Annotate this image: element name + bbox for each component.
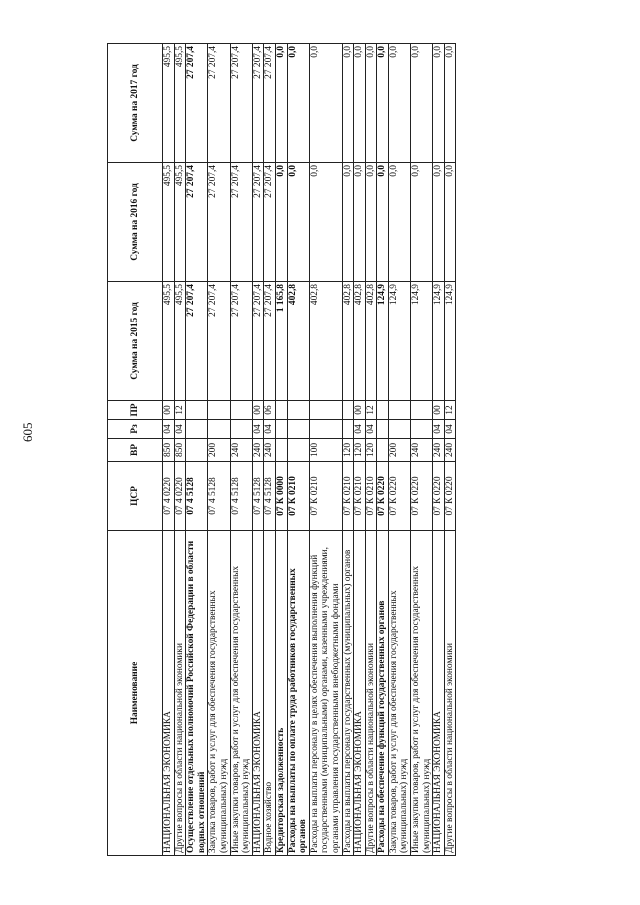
table-row <box>354 44 366 856</box>
cell-name: НАЦИОНАЛЬНАЯ ЭКОНОМИКА <box>252 531 264 856</box>
cell-sum-2016: 495,5 <box>163 163 175 282</box>
cell-pr <box>411 401 433 420</box>
cell-vr: 240 <box>433 439 445 462</box>
cell-sum-2017: 495,5 <box>163 44 175 163</box>
cell-sum-2016: 0,0 <box>287 163 309 282</box>
cell-name: НАЦИОНАЛЬНАЯ ЭКОНОМИКА <box>354 531 366 856</box>
cell-name: НАЦИОНАЛЬНАЯ ЭКОНОМИКА <box>433 531 445 856</box>
cell-sum-2015: 124,9 <box>433 282 445 401</box>
cell-sum-2016: 27 207,4 <box>264 163 276 282</box>
cell-sum-2015: 124,9 <box>388 282 410 401</box>
cell-sum-2016: 0,0 <box>275 163 287 282</box>
cell-sum-2016: 27 207,4 <box>230 163 252 282</box>
header-sum-2016: Сумма на 2016 год <box>108 163 163 282</box>
table-row <box>275 44 287 856</box>
cell-pr <box>275 401 287 420</box>
cell-vr <box>275 439 287 462</box>
cell-sum-2015: 402,8 <box>342 282 354 401</box>
cell-vr: 200 <box>388 439 410 462</box>
cell-csr: 07 4 0220 <box>174 462 186 531</box>
cell-name: Иные закупки товаров, работ и услуг для обеспечения государственных (муниципальных) нужд <box>411 531 433 856</box>
cell-csr: 07 К 0220 <box>444 462 456 531</box>
cell-rz: 04 <box>252 420 264 439</box>
table-row <box>186 44 208 856</box>
cell-sum-2015: 402,8 <box>287 282 309 401</box>
cell-name: НАЦИОНАЛЬНАЯ ЭКОНОМИКА <box>163 531 175 856</box>
cell-vr: 120 <box>365 439 377 462</box>
cell-name: Другие вопросы в области национальной экономики <box>365 531 377 856</box>
cell-csr: 07 К 0210 <box>365 462 377 531</box>
cell-sum-2017: 0,0 <box>342 44 354 163</box>
cell-sum-2016: 0,0 <box>342 163 354 282</box>
cell-sum-2017: 27 207,4 <box>208 44 230 163</box>
table-row <box>252 44 264 856</box>
cell-sum-2017: 27 207,4 <box>186 44 208 163</box>
header-sum-2017: Сумма на 2017 год <box>108 44 163 163</box>
cell-rz: 04 <box>444 420 456 439</box>
cell-csr: 07 К 0000 <box>275 462 287 531</box>
cell-vr: 240 <box>230 439 252 462</box>
cell-rz: 04 <box>365 420 377 439</box>
cell-rz <box>342 420 354 439</box>
table-row <box>287 44 309 856</box>
cell-vr: 120 <box>354 439 366 462</box>
cell-pr <box>287 401 309 420</box>
cell-rz <box>186 420 208 439</box>
cell-csr: 07 К 0220 <box>388 462 410 531</box>
table-row <box>208 44 230 856</box>
budget-table <box>107 43 456 856</box>
cell-vr: 850 <box>163 439 175 462</box>
cell-rz <box>388 420 410 439</box>
cell-vr: 240 <box>411 439 433 462</box>
cell-sum-2016: 0,0 <box>444 163 456 282</box>
cell-csr: 07 4 5128 <box>252 462 264 531</box>
header-vr: ВР <box>108 439 163 462</box>
cell-rz: 04 <box>163 420 175 439</box>
cell-vr: 100 <box>309 439 342 462</box>
cell-name: Другие вопросы в области национальной экономики <box>444 531 456 856</box>
cell-pr: 12 <box>365 401 377 420</box>
cell-sum-2016: 0,0 <box>377 163 389 282</box>
cell-rz: 04 <box>433 420 445 439</box>
cell-name: Расходы на обеспечение функций государственных органов <box>377 531 389 856</box>
cell-name: Расходы на выплаты персоналу в целях обеспечения выполнения функций государственными (муниципальными) органами, казенными учреждениями, органами управления государственными внебюджетными фондами <box>309 531 342 856</box>
cell-sum-2016: 27 207,4 <box>208 163 230 282</box>
cell-csr: 07 К 0220 <box>411 462 433 531</box>
cell-name: Осуществление отдельных полномочий Российской Федерации в области водных отношений <box>186 531 208 856</box>
cell-rz <box>275 420 287 439</box>
cell-pr <box>230 401 252 420</box>
cell-sum-2017: 0,0 <box>275 44 287 163</box>
cell-rz <box>309 420 342 439</box>
cell-sum-2017: 27 207,4 <box>230 44 252 163</box>
cell-sum-2015: 124,9 <box>377 282 389 401</box>
cell-sum-2016: 0,0 <box>365 163 377 282</box>
header-name: Наименование <box>108 531 163 856</box>
page-number: 605 <box>20 422 35 442</box>
table-row <box>388 44 410 856</box>
table-header-row <box>108 44 163 856</box>
cell-pr: 00 <box>354 401 366 420</box>
table-row <box>411 44 433 856</box>
cell-sum-2016: 495,5 <box>174 163 186 282</box>
cell-sum-2015: 1 165,8 <box>275 282 287 401</box>
cell-sum-2016: 27 207,4 <box>252 163 264 282</box>
cell-sum-2015: 124,9 <box>444 282 456 401</box>
cell-sum-2017: 27 207,4 <box>264 44 276 163</box>
cell-sum-2017: 0,0 <box>411 44 433 163</box>
cell-pr: 00 <box>433 401 445 420</box>
cell-rz <box>377 420 389 439</box>
cell-sum-2015: 27 207,4 <box>186 282 208 401</box>
cell-sum-2015: 402,8 <box>354 282 366 401</box>
cell-rz: 04 <box>264 420 276 439</box>
cell-csr: 07 К 0210 <box>287 462 309 531</box>
cell-sum-2016: 27 207,4 <box>186 163 208 282</box>
cell-sum-2016: 0,0 <box>411 163 433 282</box>
cell-sum-2016: 0,0 <box>309 163 342 282</box>
cell-vr <box>377 439 389 462</box>
cell-sum-2017: 495,5 <box>174 44 186 163</box>
cell-sum-2017: 0,0 <box>388 44 410 163</box>
cell-sum-2017: 0,0 <box>444 44 456 163</box>
cell-sum-2015: 27 207,4 <box>208 282 230 401</box>
cell-pr: 00 <box>252 401 264 420</box>
cell-pr: 00 <box>163 401 175 420</box>
cell-vr: 240 <box>264 439 276 462</box>
cell-csr: 07 4 5128 <box>230 462 252 531</box>
cell-csr: 07 4 5128 <box>264 462 276 531</box>
cell-csr: 07 4 5128 <box>208 462 230 531</box>
table-row <box>309 44 342 856</box>
cell-pr: 12 <box>444 401 456 420</box>
cell-sum-2017: 27 207,4 <box>252 44 264 163</box>
cell-csr: 07 К 0220 <box>377 462 389 531</box>
cell-sum-2017: 0,0 <box>287 44 309 163</box>
cell-pr <box>208 401 230 420</box>
table-row <box>444 44 456 856</box>
cell-rz: 04 <box>174 420 186 439</box>
cell-sum-2017: 0,0 <box>377 44 389 163</box>
table-row <box>174 44 186 856</box>
cell-sum-2015: 27 207,4 <box>252 282 264 401</box>
cell-rz <box>230 420 252 439</box>
cell-vr: 240 <box>444 439 456 462</box>
cell-sum-2017: 0,0 <box>309 44 342 163</box>
cell-sum-2016: 0,0 <box>388 163 410 282</box>
cell-csr: 07 К 0220 <box>433 462 445 531</box>
cell-vr <box>186 439 208 462</box>
header-rz: Рз <box>108 420 163 439</box>
cell-name: Кредиторская задолженность <box>275 531 287 856</box>
cell-sum-2015: 495,5 <box>163 282 175 401</box>
cell-vr: 240 <box>252 439 264 462</box>
cell-csr: 07 К 0210 <box>309 462 342 531</box>
header-csr: ЦСР <box>108 462 163 531</box>
cell-csr: 07 4 0220 <box>163 462 175 531</box>
cell-pr <box>342 401 354 420</box>
cell-sum-2017: 0,0 <box>433 44 445 163</box>
cell-name: Закупка товаров, работ и услуг для обеспечения государственных (муниципальных) нужд <box>208 531 230 856</box>
cell-sum-2015: 27 207,4 <box>230 282 252 401</box>
cell-vr: 120 <box>342 439 354 462</box>
table-row <box>377 44 389 856</box>
rotated-table-container <box>107 44 531 856</box>
cell-sum-2015: 124,9 <box>411 282 433 401</box>
cell-pr: 12 <box>174 401 186 420</box>
table-row <box>433 44 445 856</box>
cell-pr <box>186 401 208 420</box>
cell-sum-2016: 0,0 <box>433 163 445 282</box>
cell-name: Иные закупки товаров, работ и услуг для обеспечения государственных (муниципальных) нужд <box>230 531 252 856</box>
cell-name: Другие вопросы в области национальной экономики <box>174 531 186 856</box>
header-sum-2015: Сумма на 2015 год <box>108 282 163 401</box>
table-row <box>163 44 175 856</box>
cell-pr: 06 <box>264 401 276 420</box>
table-body <box>163 44 456 856</box>
cell-sum-2015: 27 207,4 <box>264 282 276 401</box>
table-row <box>342 44 354 856</box>
cell-pr <box>309 401 342 420</box>
cell-name: Расходы на выплаты по оплате труда работников государственных органов <box>287 531 309 856</box>
cell-rz <box>208 420 230 439</box>
cell-name: Расходы на выплаты персоналу государственных (муниципальных) органов <box>342 531 354 856</box>
cell-sum-2017: 0,0 <box>365 44 377 163</box>
header-pr: ПР <box>108 401 163 420</box>
cell-pr <box>388 401 410 420</box>
cell-vr: 200 <box>208 439 230 462</box>
cell-rz: 04 <box>354 420 366 439</box>
cell-pr <box>377 401 389 420</box>
cell-sum-2015: 402,8 <box>365 282 377 401</box>
cell-csr: 07 4 5128 <box>186 462 208 531</box>
cell-sum-2016: 0,0 <box>354 163 366 282</box>
table-row <box>230 44 252 856</box>
cell-sum-2015: 495,5 <box>174 282 186 401</box>
cell-sum-2015: 402,8 <box>309 282 342 401</box>
cell-vr: 850 <box>174 439 186 462</box>
cell-name: Водное хозяйство <box>264 531 276 856</box>
cell-name: Закупка товаров, работ и услуг для обеспечения государственных (муниципальных) нужд <box>388 531 410 856</box>
cell-csr: 07 К 0210 <box>342 462 354 531</box>
cell-rz <box>287 420 309 439</box>
cell-csr: 07 К 0210 <box>354 462 366 531</box>
cell-rz <box>411 420 433 439</box>
table-row <box>365 44 377 856</box>
cell-vr <box>287 439 309 462</box>
table-row <box>264 44 276 856</box>
cell-sum-2017: 0,0 <box>354 44 366 163</box>
